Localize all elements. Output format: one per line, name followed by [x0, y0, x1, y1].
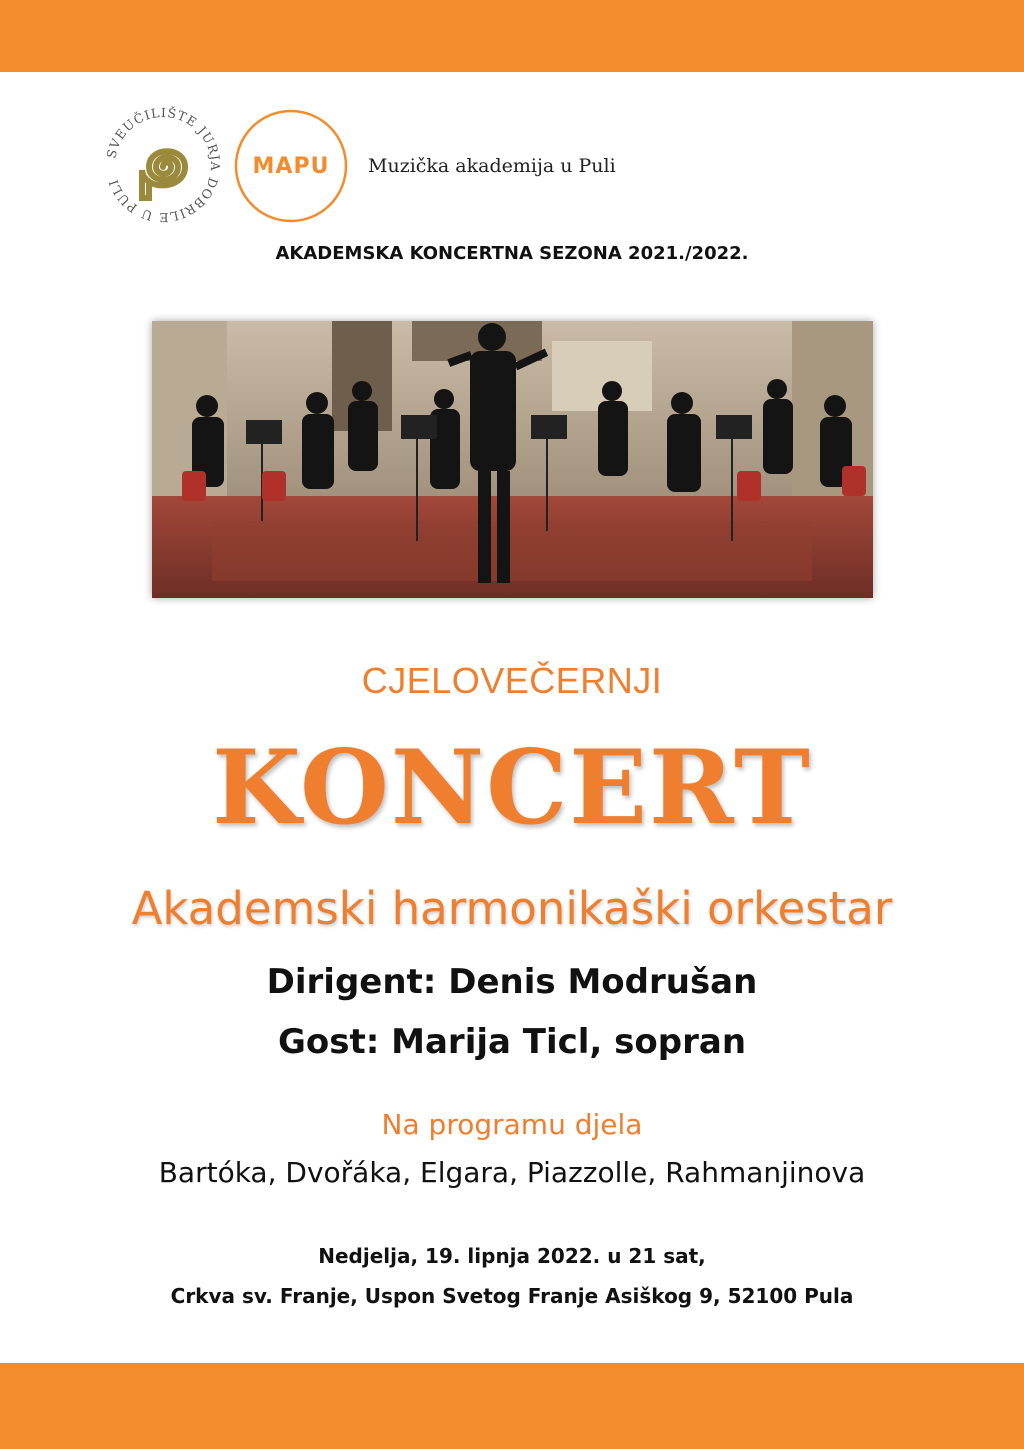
- event-venue: Crkva sv. Franje, Uspon Svetog Franje Asiškog 9, 52100 Pula: [170, 1284, 854, 1308]
- university-seal-logo: [104, 106, 222, 224]
- program-label: Na programu djela: [381, 1108, 643, 1141]
- seal-text: SVEUČILIŠTE JURJA DOBRILE U PULI: [104, 106, 222, 224]
- concert-title: KONCERT: [212, 728, 812, 848]
- bottom-orange-band: [0, 1363, 1024, 1449]
- event-datetime: Nedjelja, 19. lipnja 2022. u 21 sat,: [318, 1244, 706, 1268]
- composers-list: Bartóka, Dvořáka, Elgara, Piazzolle, Rahmanjinova: [158, 1156, 866, 1189]
- orchestra-photo: [152, 321, 873, 598]
- guest-line: Gost: Marija Ticl, sopran: [277, 1022, 747, 1062]
- academy-name: Muzička akademija u Puli: [368, 155, 616, 177]
- concert-subtitle: CJELOVEČERNJI: [361, 660, 663, 701]
- season-heading: AKADEMSKA KONCERTNA SEZONA 2021./2022.: [275, 243, 749, 264]
- spiral-icon: [142, 151, 185, 198]
- mapu-logo-text: MAPU: [252, 153, 330, 179]
- ensemble-name: Akademski harmonikaški orkestar: [131, 882, 893, 935]
- mapu-logo: [233, 108, 349, 224]
- conductor-line: Dirigent: Denis Modrušan: [266, 962, 758, 1002]
- top-orange-band: [0, 0, 1024, 72]
